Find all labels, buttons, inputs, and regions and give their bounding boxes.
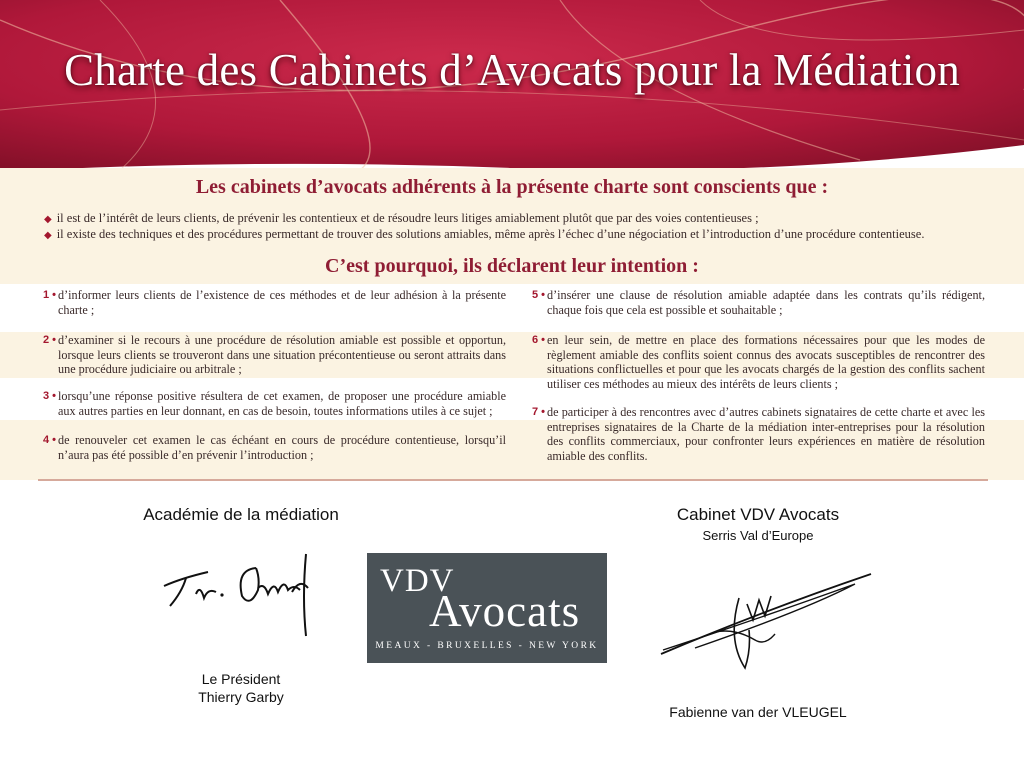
commitment-item <box>40 433 506 462</box>
section-divider <box>38 479 988 481</box>
item-number: 1 • <box>42 289 56 301</box>
intro-bullet: ◆ il est de l’intérêt de leurs clients, de prévenir les contentieux et de résoudre leurs litiges amiablement plutôt que par des voies contentieuses ; <box>44 211 759 225</box>
item-text: en leur sein, de mettre en place des formations nécessaires pour que les modes de règlement amiable des conflits soient connus des avocats susceptibles de rencontrer des situations conflictuelles et pour que les avocats chargés de la gestion des conflits sachent utiliser ces méthodes au mieux des intérêts de leurs clients ; <box>547 333 985 391</box>
charter-heading-intention: C’est pourquoi, ils déclarent leur intention : <box>325 255 699 277</box>
item-text: d’informer leurs clients de l’existence de ces méthodes et de leur adhésion à la présente charte ; <box>58 288 506 317</box>
item-number: 4 • <box>42 434 56 446</box>
commitment-item <box>529 405 985 463</box>
commitment-item <box>40 333 506 377</box>
signature-garby-icon <box>160 548 320 643</box>
item-number: 7 • <box>531 406 545 418</box>
item-number: 6 • <box>531 334 545 346</box>
logo-cities-text: MEAUX - BRUXELLES - NEW YORK <box>375 641 599 651</box>
item-number: 5 • <box>531 289 545 301</box>
diamond-bullet-icon: ◆ <box>44 214 52 225</box>
left-signatory-org: Académie de la médiation <box>143 505 339 524</box>
right-signatory-name: Fabienne van der VLEUGEL <box>669 704 847 720</box>
intro-bullet: ◆ il existe des techniques et des procédures permettant de trouver des solutions amiables, même après l’échec d’une négociation et l’introduction d’une procédure contentieuse. <box>44 227 925 241</box>
commitment-item <box>529 333 985 391</box>
signature-vleugel-icon <box>655 570 875 675</box>
item-text: de participer à des rencontres avec d’autres cabinets signataires de cette charte et avec les entreprises signataires de la Charte de la médiation inter-entreprises pour la résolution des conflits commerciaux, pour confronter leurs expériences en matière de résolution amiable des conflits. <box>547 405 985 463</box>
commitment-item <box>40 389 506 418</box>
diamond-bullet-icon: ◆ <box>44 230 52 241</box>
logo-vdv-text: VDV <box>380 563 455 599</box>
vdv-avocats-logo <box>367 553 607 663</box>
commitment-item <box>40 288 506 317</box>
right-signatory-location: Serris Val d’Europe <box>702 528 814 543</box>
left-signatory-role: Le Président <box>201 671 281 687</box>
charter-heading-awareness: Les cabinets d’avocats adhérents à la présente charte sont conscients que : <box>195 176 829 198</box>
item-number: 2 • <box>42 334 56 346</box>
item-text: d’insérer une clause de résolution amiable adaptée dans les contrats qu’ils rédigent, chaque fois que cela est possible et souhaitable ; <box>547 288 985 317</box>
commitment-item <box>529 288 985 317</box>
right-signatory-org: Cabinet VDV Avocats <box>676 505 840 524</box>
left-signatory-name: Thierry Garby <box>198 689 284 705</box>
page-title: Charte des Cabinets d’Avocats pour la Médiation <box>64 45 960 95</box>
item-text: de renouveler cet examen le cas échéant en cours de procédure contentieuse, lorsqu’il n’aura pas été possible d’en prévenir l’introduction ; <box>58 433 506 462</box>
item-text: d’examiner si le recours à une procédure de résolution amiable est possible et opportun, lorsque leurs clients se trouveront dans une situation précontentieuse ou seront attraits dans une procédure judiciaire ou arbitrale ; <box>58 333 506 376</box>
item-number: 3 • <box>42 390 56 402</box>
item-text: lorsqu’une réponse positive résultera de cet examen, de proposer une procédure amiable aux autres parties en leur donnant, en cas de besoin, toutes informations utiles à ce sujet ; <box>58 389 506 418</box>
logo-avocats-text: Avocats <box>429 586 581 636</box>
